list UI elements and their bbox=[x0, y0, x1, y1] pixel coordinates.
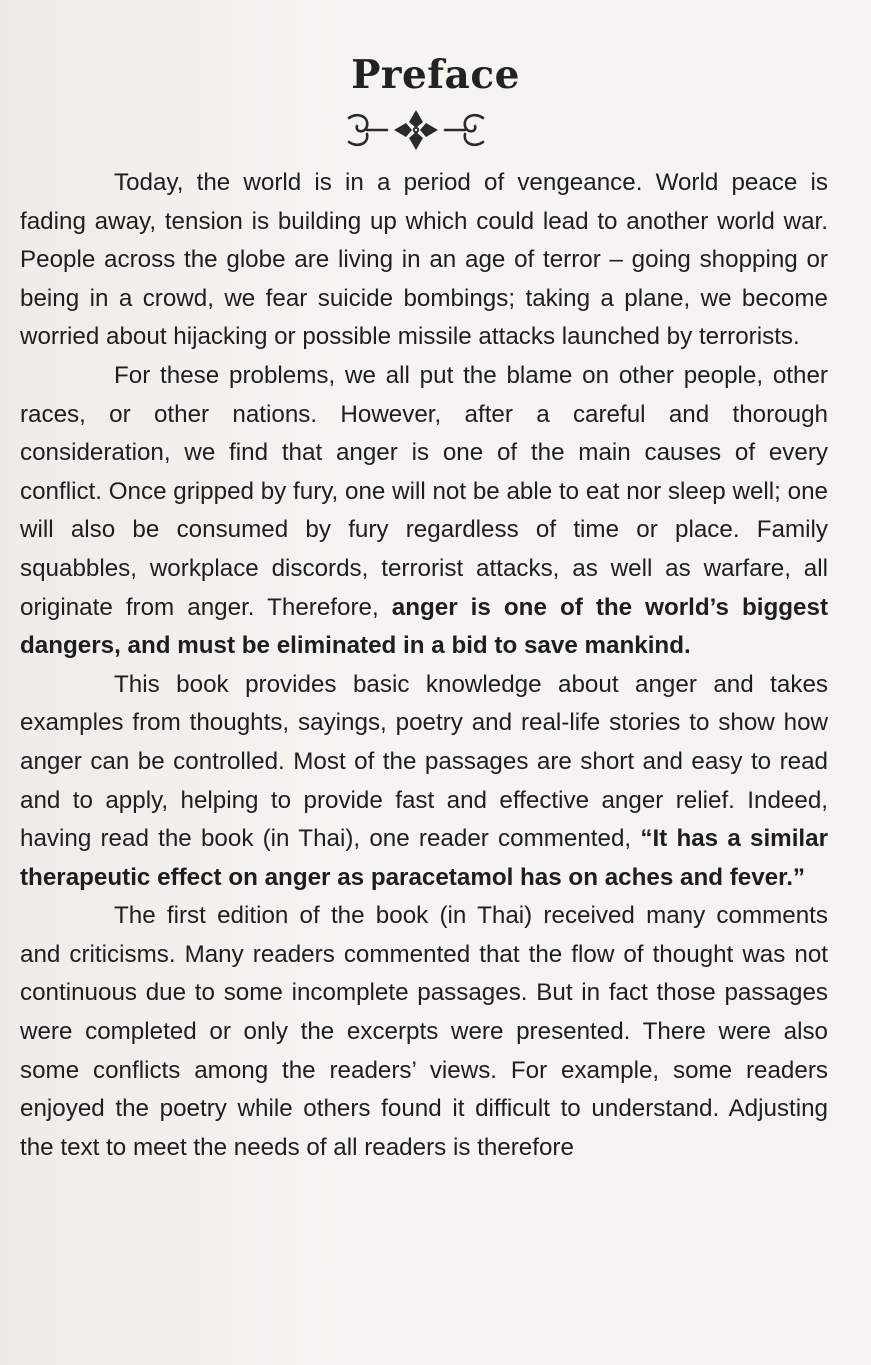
decorative-ornament-icon bbox=[343, 108, 489, 152]
emphasis-text: anger is one of the world’s biggest dangers, and must be eliminated in a bid to save mankind. bbox=[20, 593, 828, 660]
page-title: Preface bbox=[351, 52, 520, 98]
preface-body bbox=[20, 164, 828, 1167]
paragraph-3: This book provides basic knowledge about anger and takes examples from thoughts, sayings, poetry and real-life stories to show how anger can be controlled. Most of the passages are short and easy to read and to apply, helping to provide fast and effective anger relief. Indeed, having read the book (in Thai), one reader commented, “It has a similar therapeutic effect on anger as paracetamol has on aches and fever.” bbox=[20, 670, 828, 891]
paragraph-1: Today, the world is in a period of vengeance. World peace is fading away, tension is building up which could lead to another world war. People across the globe are living in an age of terror – going shopping or being in a crowd, we fear suicide bombings; taking a plane, we become worried about hijacking or possible missile attacks launched by terrorists. bbox=[20, 169, 828, 351]
paragraph-4: The first edition of the book (in Thai) received many comments and criticisms. Many readers commented that the flow of thought was not continuous due to some incomplete passages. But in fact those passages were completed or only the excerpts were presented. There were also some conflicts among the readers’ views. For example, some readers enjoyed the poetry while others found it difficult to understand. Adjusting the text to meet the needs of all readers is therefore bbox=[20, 902, 828, 1161]
paragraph-2: For these problems, we all put the blame on other people, other races, or other nations. However, after a careful and thorough consideration, we find that anger is one of the main causes of every conflict. Once gripped by fury, one will not be able to eat nor sleep well; one will also be consumed by fury regardless of time or place. Family squabbles, workplace discords, terrorist attacks, as well as warfare, all originate from anger. Therefore, anger is one of the world’s biggest dangers, and must be eliminated in a bid to save mankind. bbox=[20, 361, 828, 660]
quote-emphasis-text: “It has a similar therapeutic effect on anger as paracetamol has on aches and fever.” bbox=[20, 825, 828, 891]
